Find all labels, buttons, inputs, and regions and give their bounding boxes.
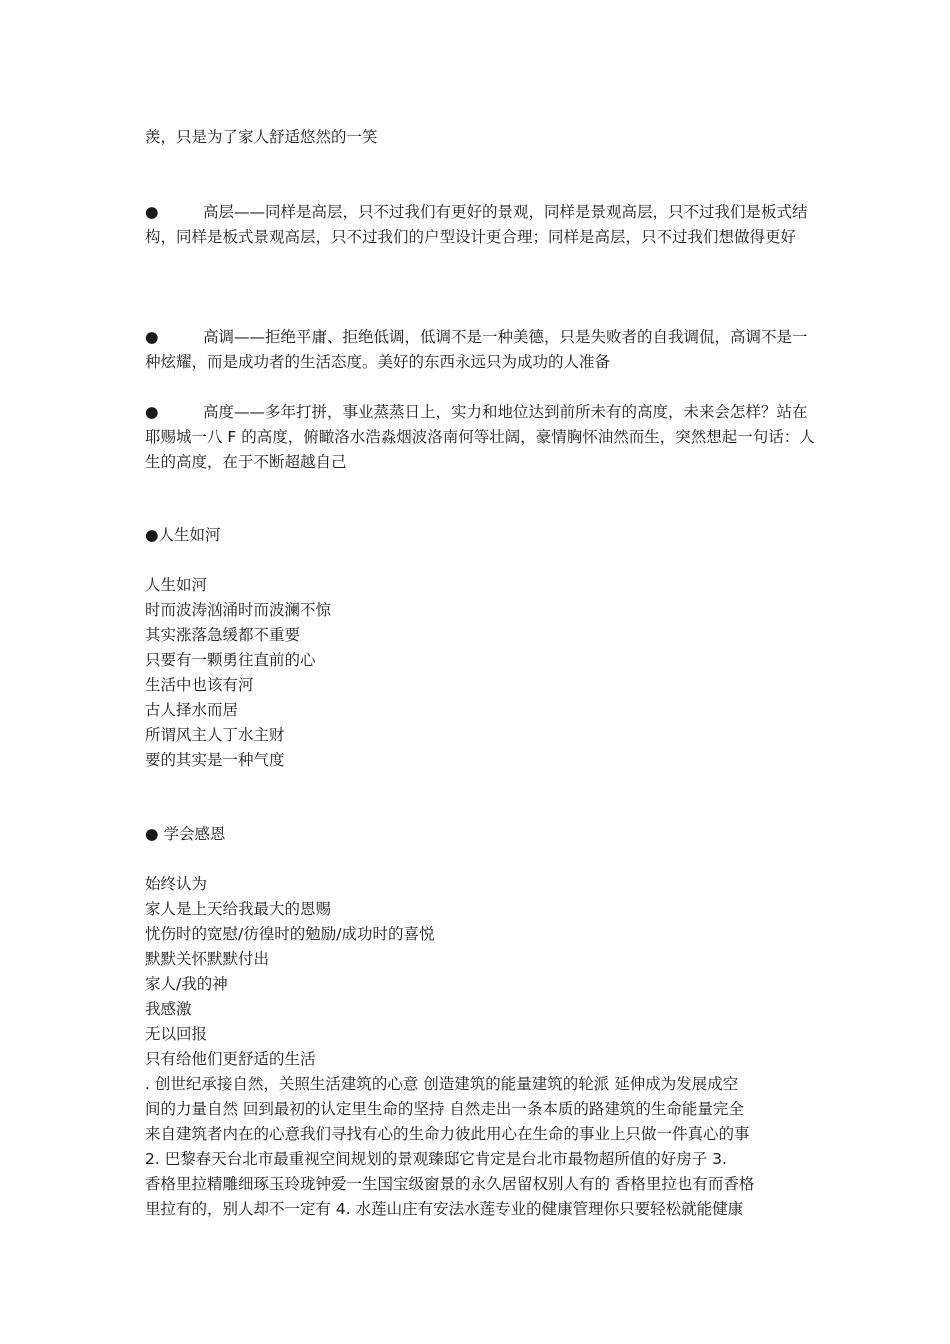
- slogan-paragraph: [145, 1072, 815, 1222]
- poem-line: 生活中也该有河: [145, 676, 254, 694]
- poem-gratitude: [145, 872, 815, 1072]
- section-heading-gratitude: ● 学会感恩: [145, 825, 226, 843]
- poem-line: 忧伤时的宽慰/彷徨时的勉励/成功时的喜悦: [145, 925, 435, 943]
- bullet-icon: ●: [145, 403, 159, 421]
- bullet-icon: ●: [145, 328, 159, 346]
- poem-line: 其实涨落急缓都不重要: [145, 626, 301, 644]
- poem-line: 家人/我的神: [145, 975, 228, 993]
- slogan-line: 2. 巴黎春天台北市最重视空间规划的景观臻邸它肯定是台北市最物超所值的好房子 3.: [145, 1150, 727, 1168]
- poem-line: 家人是上天给我最大的恩赐: [145, 900, 332, 918]
- poem-line: 无以回报: [145, 1025, 208, 1043]
- poem-line: 人生如河: [145, 576, 208, 594]
- slogan-line: 里拉有的，别人却不一定有 4. 水莲山庄有安法水莲专业的健康管理你只要轻松就能健康: [145, 1200, 744, 1218]
- bullet-icon: ●: [145, 203, 159, 221]
- poem-life-river: [145, 573, 815, 773]
- poem-line: 时而波涛汹涌时而波澜不惊: [145, 601, 332, 619]
- poem-line: 只要有一颗勇往直前的心: [145, 651, 316, 669]
- bullet-paragraph-height: [145, 400, 815, 475]
- paragraph-text: 高调——拒绝平庸、拒绝低调，低调不是一种美德，只是失败者的自我调侃，高调不是一种炫耀，而是成功者的生活态度。美好的东西永远只为成功的人准备: [145, 328, 808, 371]
- paragraph-text: 高度——多年打拼，事业蒸蒸日上，实力和地位达到前所未有的高度，未来会怎样？站在耶赐城一八 F 的高度，俯瞰洛水浩淼烟波洛南何等壮阔，豪情胸怀油然而生，突然想起一句话：人生的高度，在于不断超越自己: [145, 403, 815, 471]
- poem-line: 只有给他们更舒适的生活: [145, 1050, 316, 1068]
- poem-line: 我感激: [145, 1000, 192, 1018]
- poem-line: 要的其实是一种气度: [145, 751, 285, 769]
- poem-line: 古人择水而居: [145, 701, 239, 719]
- poem-line: 所谓风主人丁水主财: [145, 726, 285, 744]
- paragraph-text: 高层——同样是高层，只不过我们有更好的景观，同样是景观高层，只不过我们是板式结构，同样是板式景观高层，只不过我们的户型设计更合理；同样是高层，只不过我们想做得更好: [145, 203, 808, 246]
- continuation-line: 羡，只是为了家人舒适悠然的一笑: [145, 128, 378, 146]
- poem-line: 默默关怀默默付出: [145, 950, 270, 968]
- section-heading-life-river: ●人生如河: [145, 526, 221, 544]
- slogan-line: . 创世纪承接自然，关照生活建筑的心意 创造建筑的能量建筑的轮派 延伸成为发展成空: [145, 1075, 739, 1093]
- slogan-line: 香格里拉精雕细琢玉玲珑钟爱一生国宝级窗景的永久居留权别人有的 香格里拉也有而香格: [145, 1175, 755, 1193]
- slogan-line: 间的力量自然 回到最初的认定里生命的坚持 自然走出一条本质的路建筑的生命能量完全: [145, 1100, 744, 1118]
- bullet-paragraph-high-rise: [145, 200, 815, 250]
- slogan-line: 来自建筑者内在的心意我们寻找有心的生命力彼此用心在生命的事业上只做一件真心的事: [145, 1125, 750, 1143]
- poem-line: 始终认为: [145, 875, 208, 893]
- bullet-paragraph-high-profile: [145, 325, 815, 375]
